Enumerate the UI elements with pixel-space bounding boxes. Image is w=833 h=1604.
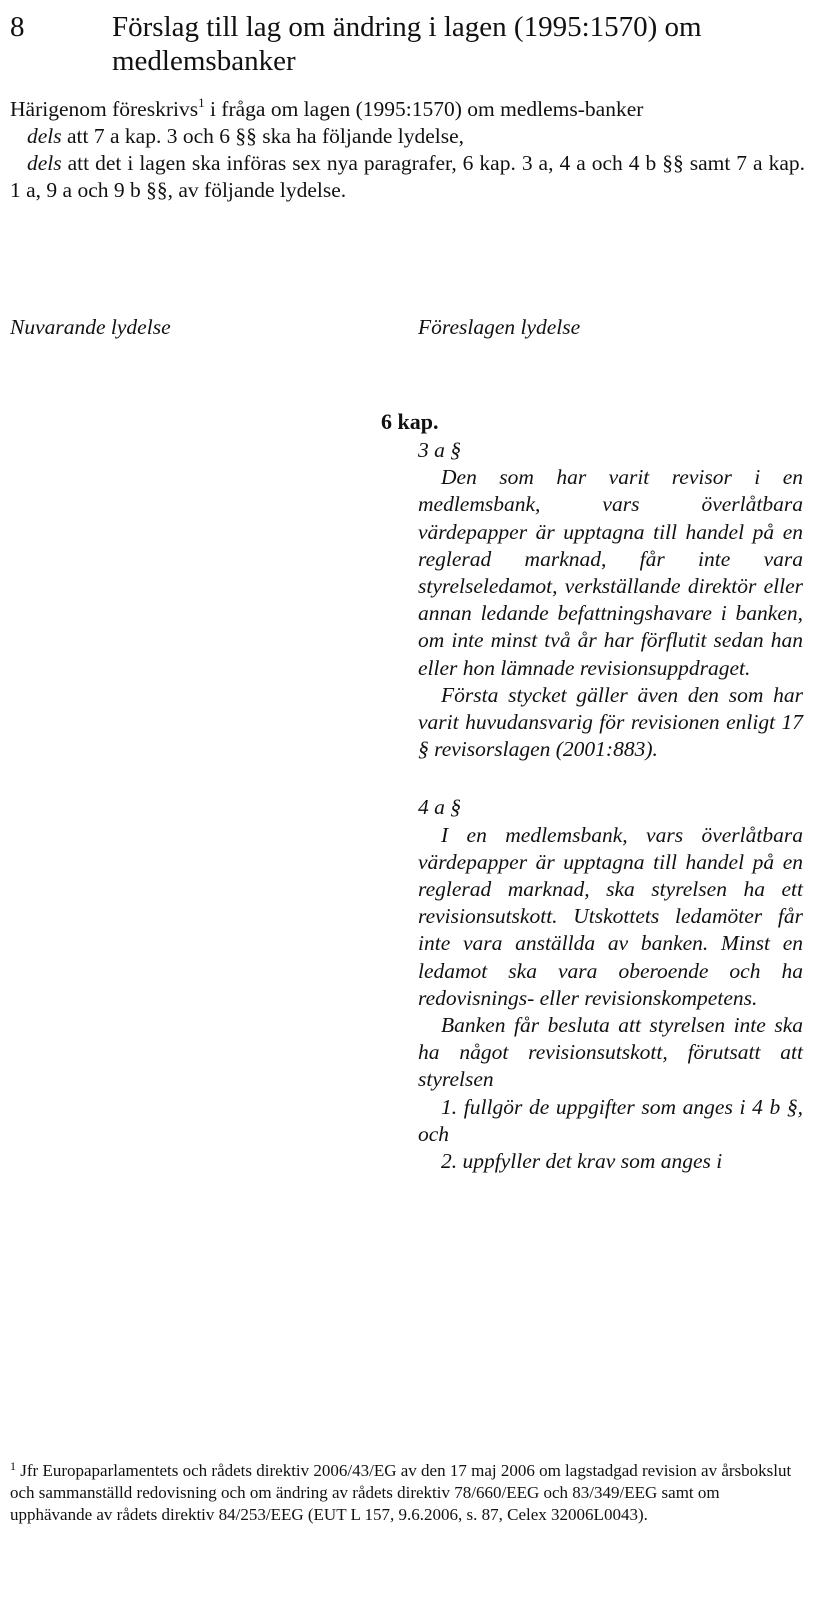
dels-clause-2-text: att det i lagen ska införas sex nya paragrafer, 6 kap. 3 a, 4 a och 4 b §§ samt 7 a kap. 1 a, 9 a och 9 b §§, av följande lydelse. (10, 151, 805, 202)
chapter-heading: 6 kap. (381, 409, 439, 434)
paragraph-heading-3a: 3 a § (418, 438, 461, 462)
paragraph-spacer (418, 763, 803, 794)
proposed-law-text (418, 437, 803, 1175)
paragraph-3a-stycke-1: Den som har varit revisor i en medlemsbank, vars överlåtbara värdepapper är upptagna till handel på en reglerad marknad, får inte vara styrelseledamot, verkställande direktör eller annan ledande befattningshavare i banken, om inte minst två år har förflutit sedan han eller hon lämnade revisionsuppdraget. (418, 465, 803, 680)
dels-keyword-2: dels (27, 151, 62, 175)
dels-clause-1-text: att 7 a kap. 3 och 6 §§ ska ha följande lydelse, (61, 124, 465, 148)
intro-lead (10, 96, 805, 123)
footnote-reference: 1 (198, 95, 205, 110)
section-title: Förslag till lag om ändring i lagen (1995:1570) om medlemsbanker (112, 11, 702, 77)
intro-lead-after: i fråga om lagen (1995:1570) om medlems-banker (204, 97, 644, 121)
section-number: 8 (10, 11, 25, 43)
column-heading-proposed: Föreslagen lydelse (418, 315, 581, 339)
paragraph-3a-stycke-2: Första stycket gäller även den som har varit huvudansvarig för revisionen enligt 17 § revisorslagen (2001:883). (418, 682, 803, 762)
dels-clause-1 (10, 123, 805, 150)
footnote (10, 1460, 805, 1526)
dels-keyword-1: dels (27, 124, 62, 148)
paragraph-4a-stycke-1: I en medlemsbank, vars överlåtbara värdepapper är upptagna till handel på en reglerad marknad, ska styrelsen ha ett revisionsutskott. Utskottets ledamöter får inte vara anställda av banken. Minst en ledamot ska vara oberoende och ha redovisnings- eller revisionskompetens. (418, 822, 803, 1010)
dels-clause-2 (10, 150, 805, 204)
column-heading-current: Nuvarande lydelse (10, 315, 171, 339)
footnote-mark: 1 (10, 1459, 16, 1473)
intro-lead-before: Härigenom föreskrivs (10, 97, 199, 121)
introductory-text (10, 96, 805, 204)
footnote-text: Jfr Europaparlamentets och rådets direktiv 2006/43/EG av den 17 maj 2006 om lagstadgad revision av årsbokslut och sammanställd redovisning och om ändring av rådets direktiv 78/660/EEG och 83/349/EEG samt om upphävande av rådets direktiv 84/253/EEG (EUT L 157, 9.6.2006, s. 87, Celex 32006L0043). (10, 1461, 792, 1524)
paragraph-4a-stycke-2: Banken får besluta att styrelsen inte ska ha något revisionsutskott, förutsatt att styrelsen (418, 1013, 803, 1092)
paragraph-heading-4a: 4 a § (418, 795, 461, 820)
list-item: 1. fullgör de uppgifter som anges i 4 b §, och (418, 1094, 803, 1146)
list-item: 2. uppfyller det krav som anges i (441, 1149, 723, 1174)
